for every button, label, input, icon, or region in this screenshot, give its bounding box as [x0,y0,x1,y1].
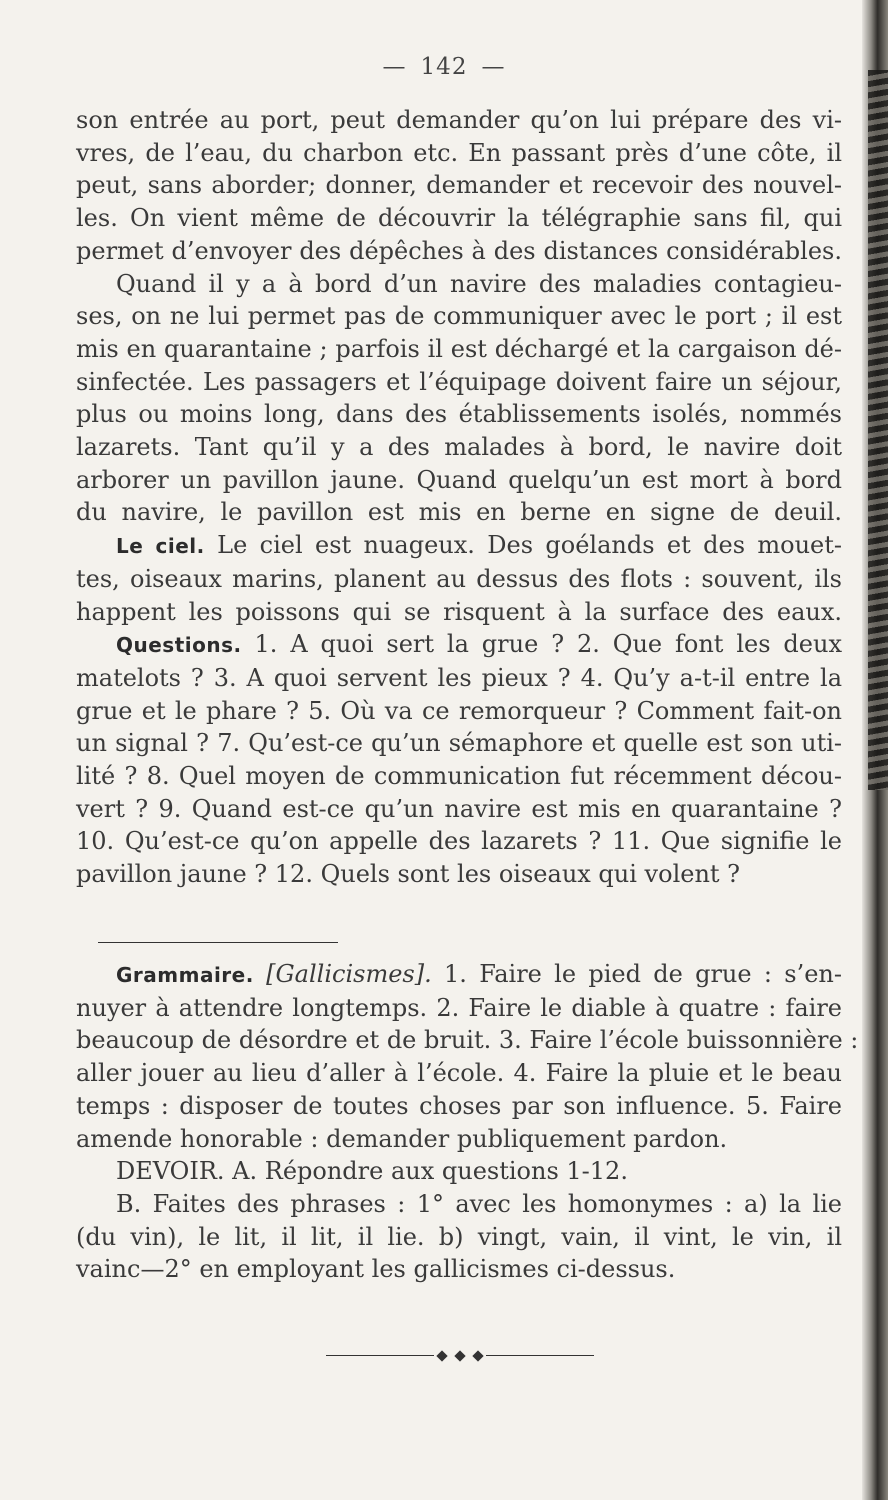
text-line: arborer un pavillon jaune. Quand quelqu’un est mort à bord [76,465,842,494]
text-line: sinfectée. Les passagers et l’équipage doivent faire un séjour, [76,367,842,396]
ornament-rule-left [326,1355,434,1356]
text-line: Quand il y a à bord d’un navire des maladies contagieu- [116,269,842,298]
text-line: vert ? 9. Quand est-ce qu’un navire est mis en quarantaine ? [76,794,842,823]
section-heading-grammaire: Grammaire. [116,963,254,987]
text-line: 10. Qu’est-ce qu’on appelle des lazarets ? 11. Que signifie le [76,827,842,856]
paragraph-port [76,104,842,268]
text-line: vres, de l’eau, du charbon etc. En passant près d’une côte, il [76,138,842,167]
page-number-value: 142 [420,54,468,80]
text-line: beaucoup de désordre et de bruit. 3. Faire l’école buissonnière : [76,1026,859,1055]
text-line: happent les poissons qui se risquent à la surface des eaux. [76,597,842,626]
text-line: lazarets. Tant qu’il y a des malades à bord, le navire doit [76,433,842,462]
facing-page-ornament [868,70,888,790]
gallicismes-subheading: [Gallicismes]. [266,960,432,988]
paragraph-sky [76,529,842,628]
ornament-dot [472,1350,483,1361]
paragraph-quarantine [76,268,842,530]
text-line: Grammaire. [Gallicismes]. 1. Faire le pied de grue : s’en- [116,960,842,988]
text-line: peut, sans aborder; donner, demander et recevoir des nouvel- [76,171,842,200]
end-ornament [326,1346,594,1366]
text-line: matelots ? 3. A quoi servent les pieux ? 4. Qu’y a-t-il entre la [76,663,842,692]
text-line: Le ciel. Le ciel est nuageux. Des goélands et des mouet- [116,531,843,560]
main-text-block [76,104,842,891]
text-line: mis en quarantaine ; parfois il est déchargé et la cargaison dé- [76,334,842,363]
text-line: aller jouer au lieu d’aller à l’école. 4. Faire la pluie et le beau [76,1059,842,1088]
text-line: nuyer à attendre longtemps. 2. Faire le diable à quatre : faire [76,993,842,1022]
text-line: Questions. 1. A quoi sert la grue ? 2. Que font les deux [116,630,842,659]
text-line: grue et le phare ? 5. Où va ce remorqueur ? Comment fait-on [76,696,842,725]
text-line: lité ? 8. Quel moyen de communication fut récemment décou- [76,762,842,791]
text-line: pavillon jaune ? 12. Quels sont les oiseaux qui volent ? [76,860,741,889]
text-line: un signal ? 7. Qu’est-ce qu’un sémaphore et quelle est son uti- [76,729,842,758]
section-heading-questions: Questions. [116,633,242,658]
ornament-dot [436,1350,447,1361]
ornament-dot [454,1350,465,1361]
text-line: son entrée au port, peut demander qu’on lui prépare des vi- [76,106,842,134]
page-number: — 142 — [382,54,506,80]
section-divider [98,942,338,943]
paragraph-questions [76,628,842,891]
text-line: temps : disposer de toutes choses par son influence. 5. Faire [76,1091,842,1120]
text-line: (du vin), le lit, il lit, il lie. b) vingt, vain, il vint, le vin, il [76,1222,842,1251]
text-line: permet d’envoyer des dépêches à des distances considérables. [76,236,842,265]
section-heading-sky: Le ciel. [116,534,205,559]
paragraph-grammaire [76,958,859,1155]
ornament-rule-right [486,1355,594,1356]
exercise-text-block [76,958,859,1286]
text-line: B. Faites des phrases : 1° avec les homonymes : a) la lie [116,1189,842,1218]
text-line: ses, on ne lui permet pas de communiquer avec le port ; il est [76,302,842,331]
text-line: les. On vient même de découvrir la télégraphie sans fil, qui [76,204,842,233]
text-line: du navire, le pavillon est mis en berne en signe de deuil. [76,498,842,527]
text-line: plus ou moins long, dans des établissements isolés, nommés [76,400,842,429]
text-line: vainc—2° en employant les gallicismes ci-dessus. [76,1255,676,1284]
text-line: amende honorable : demander publiquement pardon. [76,1124,728,1153]
text-line: DEVOIR. A. Répondre aux questions 1-12. [116,1157,628,1186]
paragraph-devoir [76,1155,842,1286]
text-line: tes, oiseaux marins, planent au dessus des flots : souvent, ils [76,564,842,593]
